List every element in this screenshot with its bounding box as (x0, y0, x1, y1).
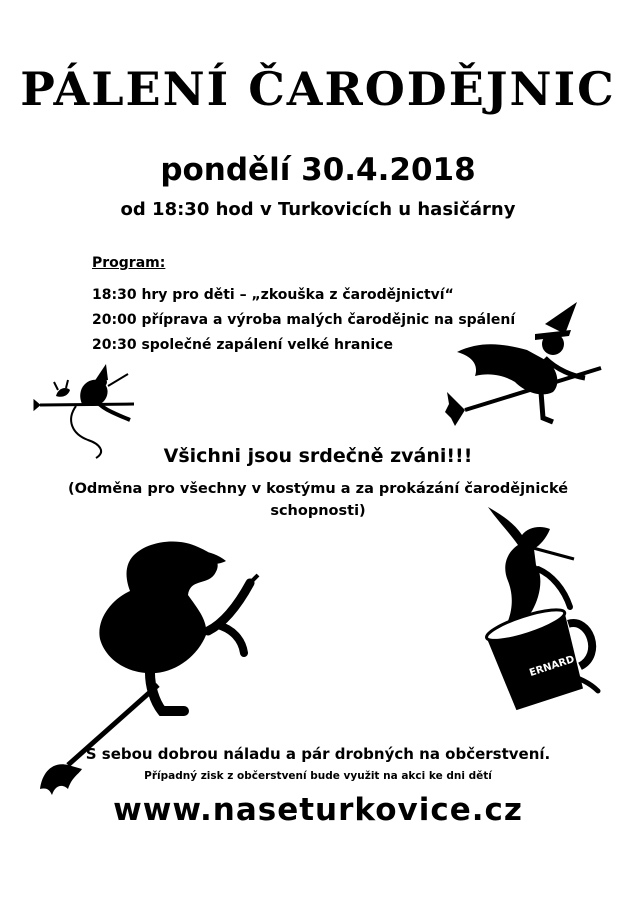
witch-on-broom-icon (38, 535, 268, 795)
mug-label: ERNARD (528, 654, 576, 679)
profit-note: Případný zisk z občerstvení bude využit na akci ke dni dětí (144, 770, 492, 782)
program-item: 18:30 hry pro děti – „zkouška z čarodějnictví“ (92, 287, 454, 303)
invitation-text: Všichni jsou srdečně zváni!!! (163, 445, 473, 467)
reward-note: (Odměna pro všechny v kostýmu a za prokázání čarodějnické schopnosti) (67, 481, 569, 519)
website-link[interactable]: www.naseturkovice.cz (113, 792, 523, 828)
bring-note: S sebou dobrou náladu a pár drobných na občerstvení. (85, 745, 551, 763)
poster-title: PÁLENÍ ČARODĚJNIC (20, 62, 616, 116)
program-item: 20:30 společné zapálení velké hranice (92, 337, 393, 353)
event-date: pondělí 30.4.2018 (160, 152, 476, 188)
event-place: od 18:30 hod v Turkovicích u hasičárny (120, 199, 516, 220)
flying-witch-icon (445, 300, 605, 430)
flying-witch-icon (36, 360, 146, 470)
program-heading: Program: (92, 255, 166, 271)
program-item: 20:00 příprava a výroba malých čarodějnic na spálení (92, 312, 516, 328)
witch-in-mug-icon (478, 505, 608, 710)
